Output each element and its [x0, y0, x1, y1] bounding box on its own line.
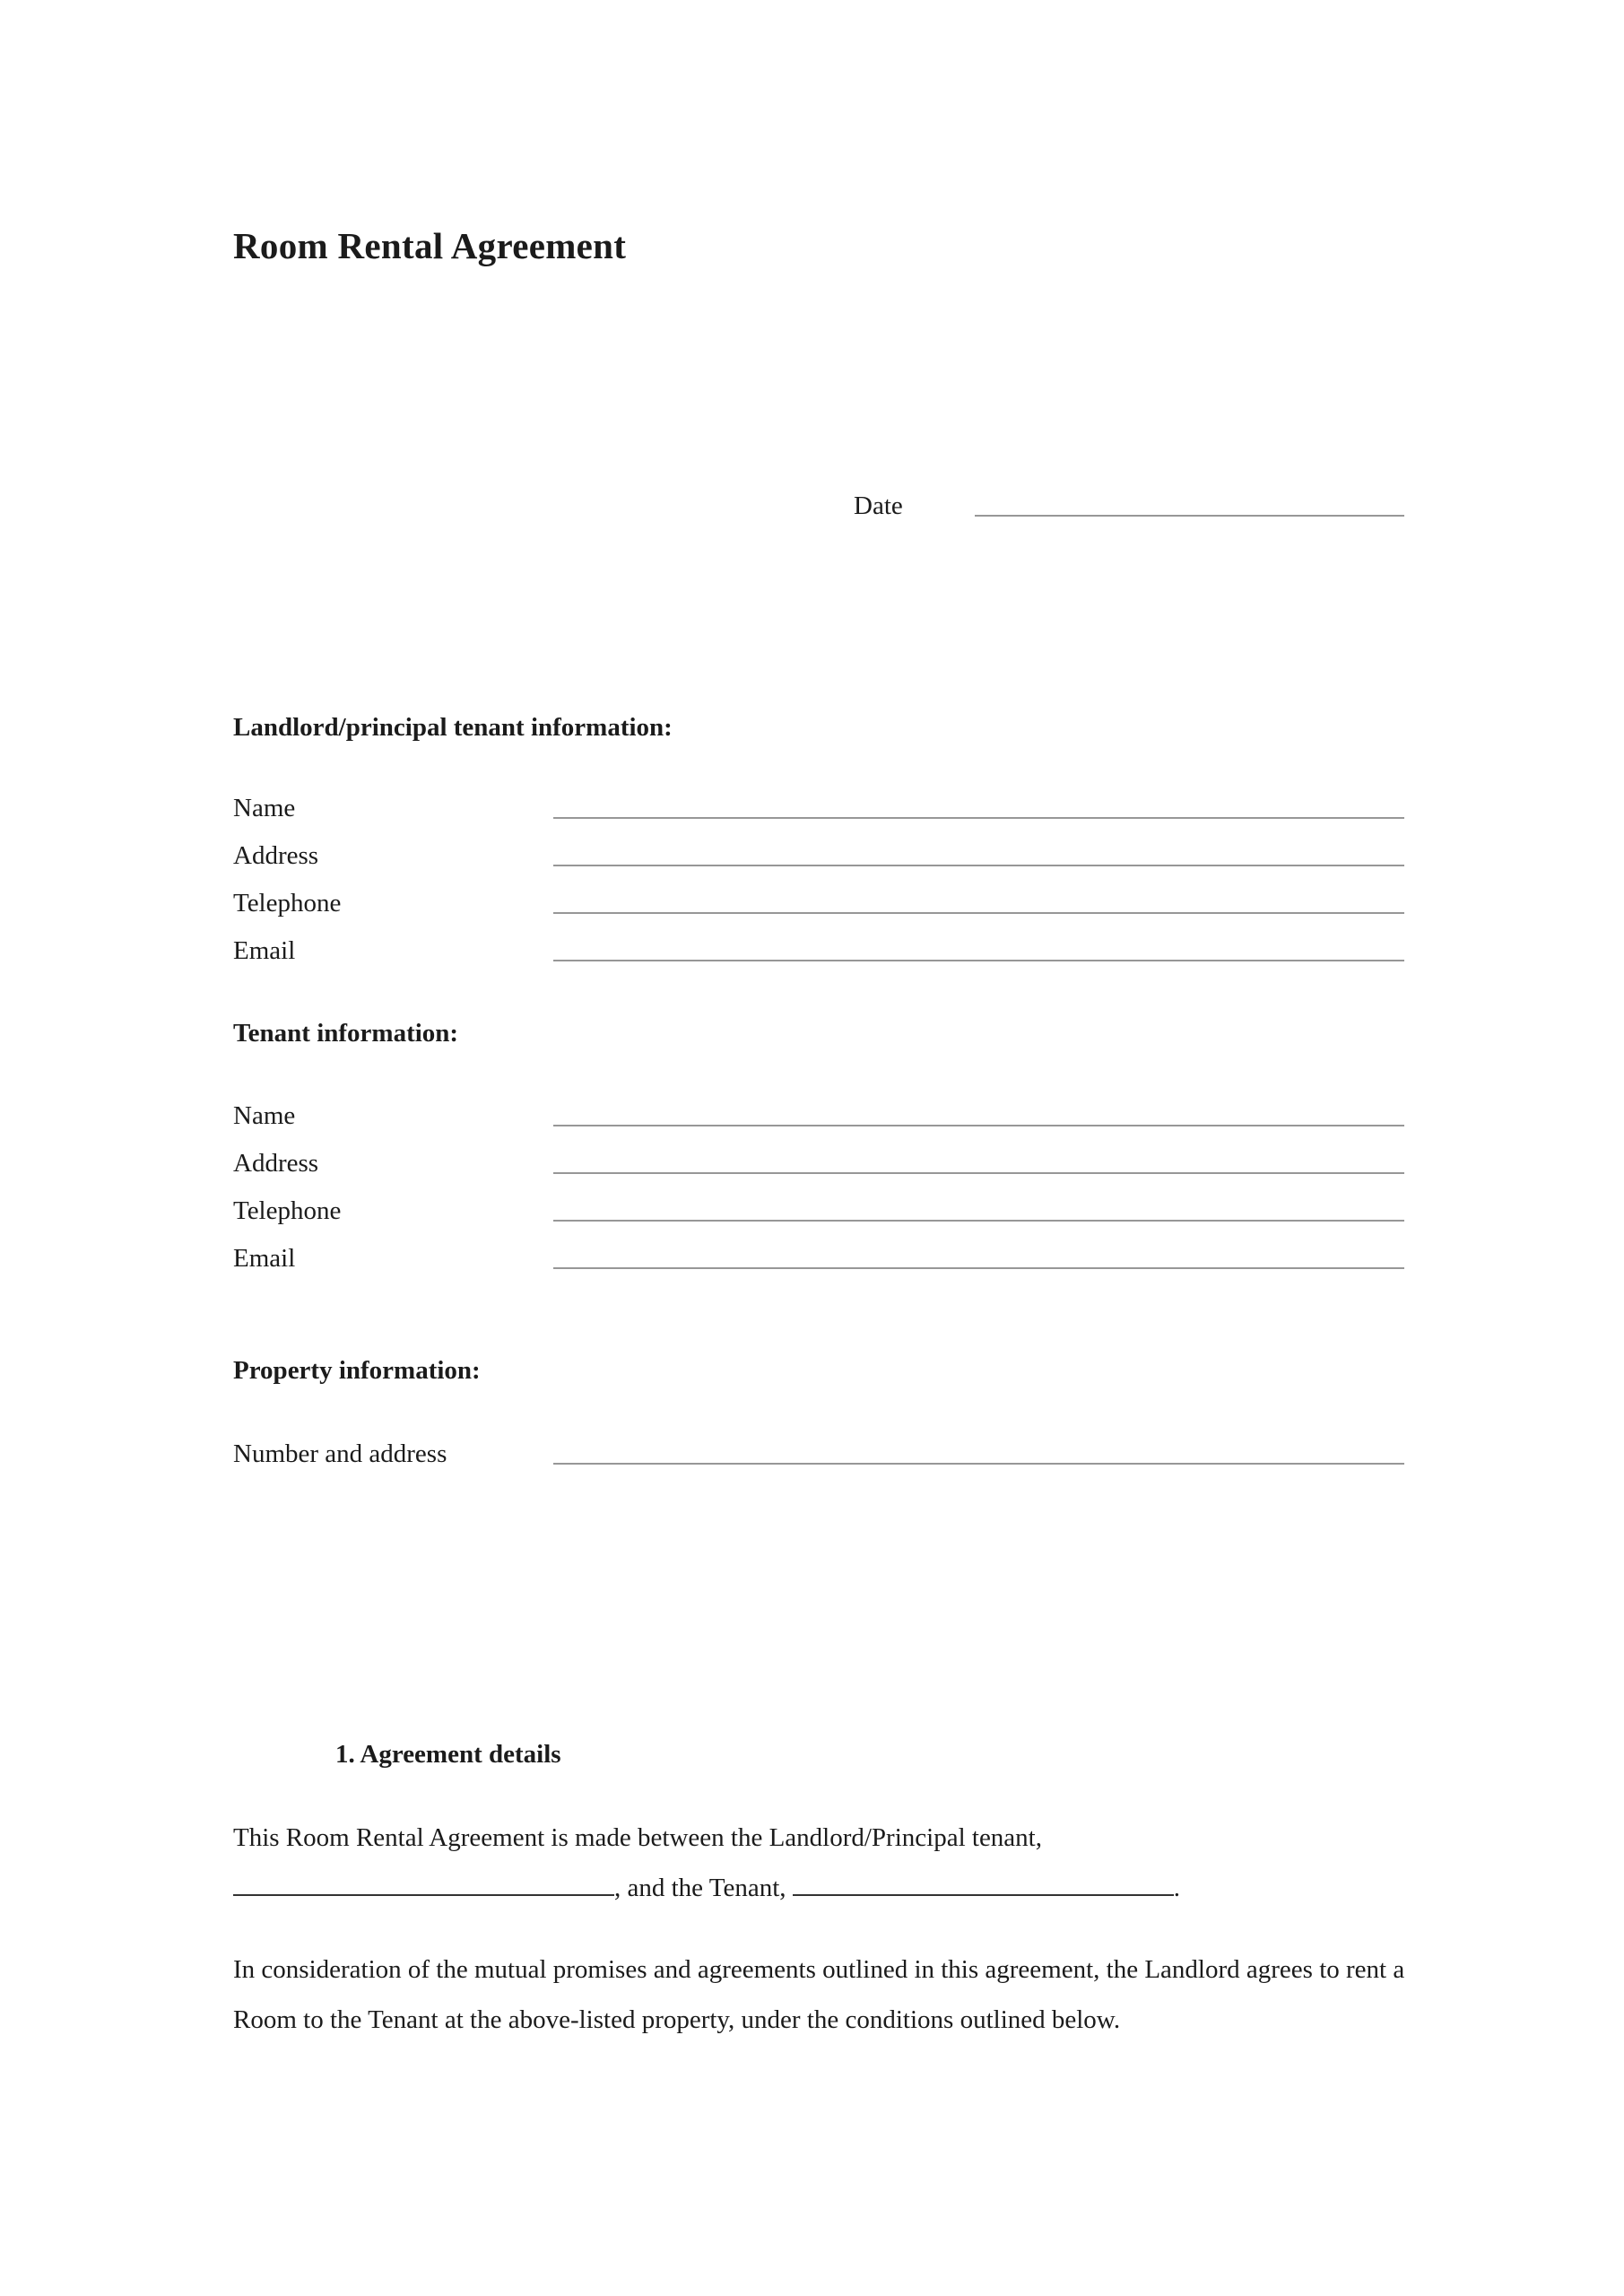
landlord-telephone-row — [233, 889, 1404, 918]
tenant-info-heading: Tenant information: — [233, 1019, 459, 1048]
landlord-name-row — [233, 794, 1404, 823]
landlord-email-line[interactable] — [553, 960, 1404, 961]
tenant-telephone-row — [233, 1196, 1404, 1226]
landlord-name-line[interactable] — [553, 817, 1404, 819]
agreement-paragraph-2: In consideration of the mutual promises and agreements outlined in this agreement, the Landlord agrees to rent a Room to the Tenant at the above-listed property, under the conditions outlined below. — [233, 1955, 1405, 2034]
property-address-line[interactable] — [553, 1463, 1404, 1465]
paragraph1-text-end: . — [1173, 1874, 1181, 1902]
tenant-telephone-label: Telephone — [233, 1196, 342, 1225]
landlord-address-label: Address — [233, 841, 319, 870]
agreement-details-heading: 1. Agreement details — [335, 1740, 561, 1769]
tenant-telephone-line[interactable] — [553, 1220, 1404, 1222]
tenant-address-label: Address — [233, 1149, 319, 1178]
landlord-info-heading: Landlord/principal tenant information: — [233, 713, 673, 742]
paragraph1-text-middle: , and the Tenant, — [614, 1874, 786, 1902]
tenant-email-line[interactable] — [553, 1267, 1404, 1269]
tenant-name-blank[interactable] — [793, 1871, 1174, 1896]
landlord-name-blank[interactable] — [233, 1871, 614, 1896]
date-row — [854, 491, 1404, 521]
tenant-address-row — [233, 1149, 1404, 1178]
landlord-email-row — [233, 936, 1404, 966]
tenant-name-line[interactable] — [553, 1125, 1404, 1126]
agreement-paragraph-1 — [233, 1813, 1410, 1913]
landlord-address-row — [233, 841, 1404, 871]
date-fill-line[interactable] — [975, 515, 1404, 517]
property-address-row — [233, 1439, 1404, 1469]
property-info-heading: Property information: — [233, 1356, 481, 1385]
tenant-address-line[interactable] — [553, 1172, 1404, 1174]
document-title: Room Rental Agreement — [233, 225, 627, 266]
property-address-label: Number and address — [233, 1439, 447, 1468]
date-label: Date — [854, 491, 903, 520]
landlord-telephone-line[interactable] — [553, 912, 1404, 914]
landlord-email-label: Email — [233, 936, 296, 965]
tenant-name-row — [233, 1101, 1404, 1131]
tenant-name-label: Name — [233, 1101, 296, 1130]
landlord-telephone-label: Telephone — [233, 889, 342, 918]
paragraph1-text-start: This Room Rental Agreement is made between the Landlord/Principal tenant, — [233, 1823, 1042, 1852]
tenant-email-label: Email — [233, 1244, 296, 1273]
landlord-name-label: Name — [233, 794, 296, 822]
landlord-address-line[interactable] — [553, 865, 1404, 866]
tenant-email-row — [233, 1244, 1404, 1274]
